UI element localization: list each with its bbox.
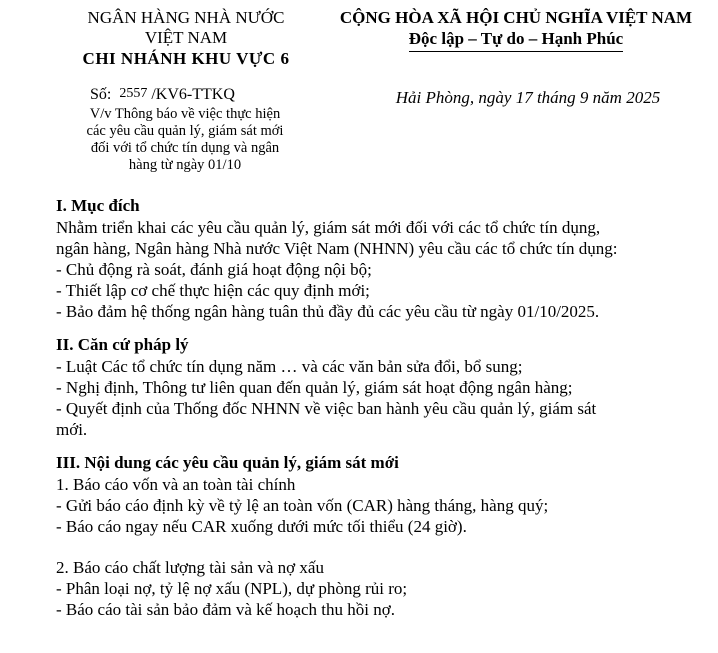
national-header bbox=[318, 8, 714, 52]
document-number-label: Số: bbox=[90, 86, 112, 103]
section2-heading: II. Căn cứ pháp lý bbox=[56, 335, 189, 354]
section1-intro-line: ngân hàng, Ngân hàng Nhà nước Việt Nam (NHNN) yêu cầu các tổ chức tín dụng: bbox=[56, 239, 618, 258]
section1-heading: I. Mục đích bbox=[56, 196, 140, 215]
list-item: - Thiết lập cơ chế thực hiện các quy định mới; bbox=[56, 281, 370, 300]
issuer-org-line1: NGÂN HÀNG NHÀ NƯỚC bbox=[87, 8, 285, 27]
issuer-block bbox=[60, 8, 312, 70]
list-item: - Báo cáo ngay nếu CAR xuống dưới mức tối thiểu (24 giờ). bbox=[56, 517, 467, 536]
list-item: - Gửi báo cáo định kỳ về tỷ lệ an toàn vốn (CAR) hàng tháng, hàng quý; bbox=[56, 496, 549, 515]
national-motto: Độc lập – Tự do – Hạnh Phúc bbox=[409, 28, 623, 52]
list-item: - Nghị định, Thông tư liên quan đến quản lý, giám sát hoạt động ngân hàng; bbox=[56, 378, 573, 397]
list-item: - Phân loại nợ, tỷ lệ nợ xấu (NPL), dự phòng rủi ro; bbox=[56, 579, 408, 598]
document-number-code: /KV6-TTKQ bbox=[151, 86, 235, 103]
document-subject bbox=[62, 106, 308, 174]
document-number bbox=[90, 86, 235, 105]
document-number-value: 2557 bbox=[119, 86, 148, 101]
issuer-branch: CHI NHÁNH KHU VỰC 6 bbox=[82, 49, 290, 68]
country-name: CỘNG HÒA XÃ HỘI CHỦ NGHĨA VIỆT NAM bbox=[339, 8, 693, 27]
place-date: Hải Phòng, ngày 17 tháng 9 năm 2025 bbox=[395, 88, 661, 107]
subsection-title: 2. Báo cáo chất lượng tài sản và nợ xấu bbox=[56, 558, 324, 577]
subject-line: hàng từ ngày 01/10 bbox=[128, 157, 242, 173]
list-item: - Báo cáo tài sản bảo đảm và kế hoạch thu hồi nợ. bbox=[56, 600, 395, 619]
subject-line: các yêu cầu quản lý, giám sát mới bbox=[86, 123, 284, 139]
list-item: - Chủ động rà soát, đánh giá hoạt động nội bộ; bbox=[56, 260, 372, 279]
issuer-org-line2: VIỆT NAM bbox=[144, 28, 228, 47]
list-item: - Bảo đảm hệ thống ngân hàng tuân thủ đầy đủ các yêu cầu từ ngày 01/10/2025. bbox=[56, 302, 600, 321]
section3-heading: III. Nội dung các yêu cầu quản lý, giám sát mới bbox=[56, 453, 399, 472]
subject-line: đối với tổ chức tín dụng và ngân bbox=[90, 140, 280, 156]
document-body bbox=[56, 195, 706, 620]
subsection-title: 1. Báo cáo vốn và an toàn tài chính bbox=[56, 475, 296, 494]
section1-intro-line: Nhằm triển khai các yêu cầu quản lý, giám sát mới đối với các tổ chức tín dụng, bbox=[56, 218, 601, 237]
list-item: - Luật Các tổ chức tín dụng năm … và các văn bản sửa đổi, bổ sung; bbox=[56, 357, 523, 376]
subject-line: V/v Thông báo về việc thực hiện bbox=[89, 106, 281, 122]
list-item-continuation: mới. bbox=[56, 420, 88, 439]
list-item: - Quyết định của Thống đốc NHNN về việc ban hành yêu cầu quản lý, giám sát bbox=[56, 399, 597, 418]
